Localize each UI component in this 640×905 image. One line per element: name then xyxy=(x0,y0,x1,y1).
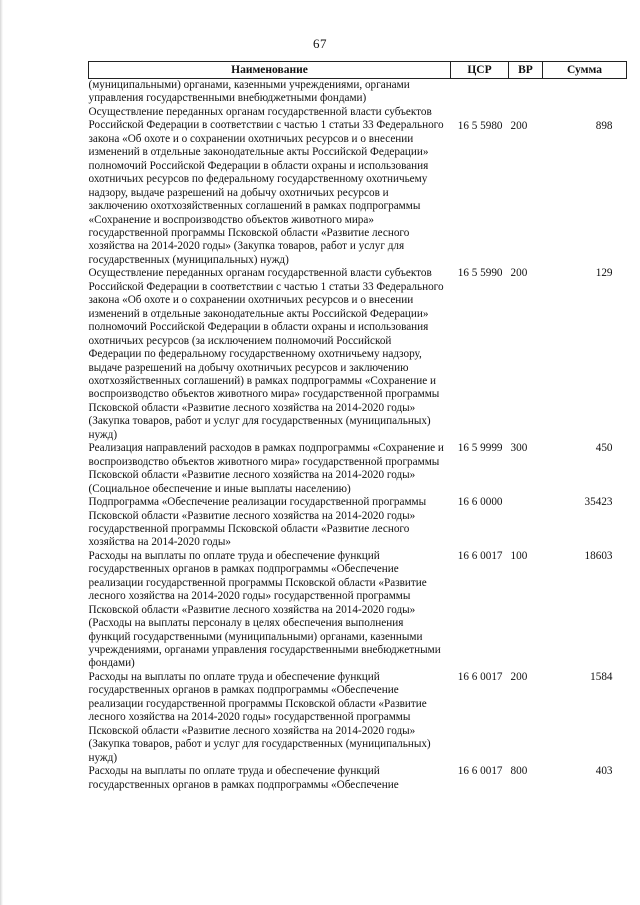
table-row xyxy=(89,550,627,671)
row-sum: 18603 xyxy=(584,549,613,562)
row-name: (муниципальными) органами, казенными учреждениями, органами управления государственными внебюджетными фондами) xyxy=(88,79,410,105)
row-name: Подпрограмма «Обеспечение реализации государственной программы Псковской области «Развитие лесного хозяйства на 2014-2020 годы» государственной программы Псковской области «Развитие лесного хозяйства на 2014-2020 годы» xyxy=(88,496,427,549)
row-sum: 403 xyxy=(595,765,613,778)
row-vr: 300 xyxy=(510,442,528,455)
header-sum: Сумма xyxy=(543,62,627,79)
table-row xyxy=(89,496,627,550)
table-row xyxy=(89,442,627,496)
row-vr: 100 xyxy=(510,549,528,562)
row-csr xyxy=(451,79,509,106)
row-vr xyxy=(509,496,543,550)
row-name: Расходы на выплаты по оплате труда и обеспечение функций государственных органов в рамках подпрограммы «Обеспечение реализации государственной программы Псковской области «Развитие лесного хозяйства на 2014-2020 годы» государственной программы Псковской области «Развитие лесного хозяйства на 2014-2020 годы» (Закупка товаров, работ и услуг для государственных (муниципальных) нужд) xyxy=(88,670,431,764)
row-csr: 16 6 0000 xyxy=(457,496,503,509)
row-csr: 16 5 5990 xyxy=(457,267,503,280)
row-name: Расходы на выплаты по оплате труда и обеспечение функций государственных органов в рамках подпрограммы «Обеспечение реализации государственной программы Псковской области «Развитие лесного хозяйства на 2014-2020 годы» государственной программы Псковской области «Развитие лесного хозяйства на 2014-2020 годы» (Расходы на выплаты персоналу в целях обеспечения выполнения функций государственными (муниципальными) органами, казенными учреждениями, органами управления государственными внебюджетными фондами) xyxy=(88,549,441,670)
table-row xyxy=(89,267,627,442)
row-vr: 200 xyxy=(510,670,528,683)
row-csr: 16 6 0017 xyxy=(457,549,503,562)
row-vr: 800 xyxy=(510,765,528,778)
row-name: Расходы на выплаты по оплате труда и обеспечение функций государственных органов в рамках подпрограммы «Обеспечение xyxy=(88,765,399,791)
row-vr: 200 xyxy=(510,267,528,280)
table-body xyxy=(89,79,627,793)
table-row xyxy=(89,765,627,792)
row-sum: 1584 xyxy=(590,670,613,683)
row-sum: 898 xyxy=(595,119,613,132)
table-header xyxy=(89,62,627,79)
header-name: Наименование xyxy=(89,62,451,79)
row-vr: 200 xyxy=(510,119,528,132)
row-vr xyxy=(509,79,543,106)
header-vr: ВР xyxy=(509,62,543,79)
header-csr: ЦСР xyxy=(451,62,509,79)
row-csr: 16 5 9999 xyxy=(457,442,503,455)
row-csr: 16 5 5980 xyxy=(457,119,503,132)
budget-table xyxy=(88,61,627,792)
row-name: Осуществление переданных органам государственной власти субъектов Российской Федерации в соответствии с частью 1 статьи 33 Федерального закона «Об охоте и о сохранении охотничьих ресурсов и о внесении изменений в отдельные законодательные акты Российской Федерации» полномочий Российской Федерации в области охраны и использования охотничьих ресурсов по федеральному государственному охотничьему надзору, выдаче разрешений на добычу охотничьих ресурсов и заключению охотхозяйственных соглашений в рамках подпрограммы «Сохранение и воспроизводство объектов животного мира» государственной программы Псковской области «Развитие лесного хозяйства на 2014-2020 годы» (Закупка товаров, работ и услуг для государственных (муниципальных) нужд) xyxy=(88,105,444,266)
page-number: 67 xyxy=(313,36,327,51)
table-row xyxy=(89,671,627,765)
row-sum: 450 xyxy=(595,442,613,455)
table-row xyxy=(89,106,627,267)
header-row xyxy=(89,62,627,79)
table-row xyxy=(89,79,627,106)
row-sum: 35423 xyxy=(584,496,613,509)
row-sum xyxy=(543,79,627,106)
row-name: Осуществление переданных органам государственной власти субъектов Российской Федерации в соответствии с частью 1 статьи 33 Федерального закона «Об охоте и о сохранении охотничьих ресурсов и о внесении изменений в отдельные законодательные акты Российской Федерации» полномочий Российской Федерации в области охраны и использования охотничьих ресурсов (за исключением полномочий Российской Федерации по федеральному государственному охотничьему надзору, выдаче разрешений на добычу охотничьих ресурсов и заключению охотхозяйственных соглашений) в рамках подпрограммы «Сохранение и воспроизводство объектов животного мира» государственной программы Псковской области «Развитие лесного хозяйства на 2014-2020 годы» (Закупка товаров, работ и услуг для государственных (муниципальных) нужд) xyxy=(88,267,444,441)
row-csr: 16 6 0017 xyxy=(457,765,503,778)
row-sum: 129 xyxy=(595,267,613,280)
scan-edge xyxy=(0,0,3,905)
row-csr: 16 6 0017 xyxy=(457,670,503,683)
row-name: Реализация направлений расходов в рамках подпрограммы «Сохранение и воспроизводство объектов животного мира» государственной программы Псковской области «Развитие лесного хозяйства на 2014-2020 годы» (Социальное обеспечение и иные выплаты населению) xyxy=(88,442,444,495)
